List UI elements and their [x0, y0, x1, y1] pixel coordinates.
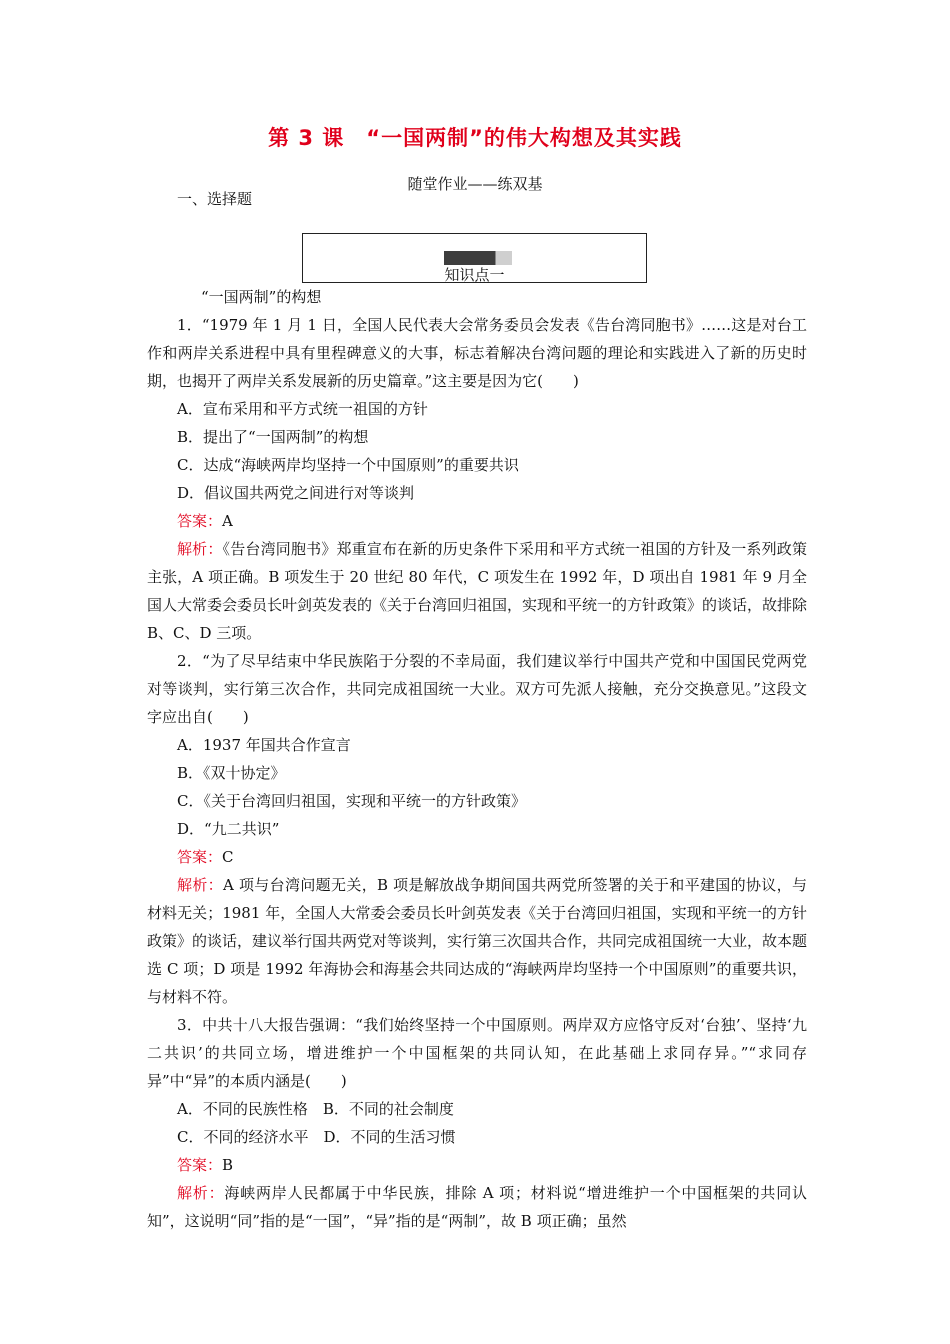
question-stem: 3．中共十八大报告强调：“我们始终坚持一个中国原则。两岸双方应恪守反对‘台独’、坚持‘九二共识’的共同立场，增进维护一个中国框架的共同认知，在此基础上求同存异。”“求同存异”中“异”的本质内涵是( ) — [147, 1016, 807, 1090]
option: A．1937 年国共合作宣言 — [177, 736, 351, 754]
answer-label: 答案： — [177, 1156, 223, 1174]
option: C．《关于台湾回归祖国，实现和平统一的方针政策》 — [177, 792, 526, 810]
question-content — [147, 283, 808, 1235]
option: A．宣布采用和平方式统一祖国的方针 — [177, 400, 428, 418]
answer-value: A — [222, 512, 233, 530]
option: C．不同的经济水平 D．不同的生活习惯 — [177, 1128, 456, 1146]
knowledge-point-bar-icon — [444, 251, 512, 265]
analysis-label: 解析： — [177, 1184, 225, 1202]
option: B．《双十协定》 — [177, 764, 286, 782]
answer-line — [177, 1151, 807, 1179]
analysis-paragraph — [147, 871, 807, 1011]
page-subtitle: 随堂作业——练双基 — [407, 175, 543, 193]
knowledge-point-label: 知识点一 — [444, 266, 505, 284]
answer-value: B — [222, 1156, 234, 1174]
analysis-label: 解析： — [177, 540, 223, 558]
section-heading: 一、选择题 — [177, 190, 253, 208]
topic-heading: “一国两制”的构想 — [201, 288, 322, 306]
answer-value: C — [222, 848, 234, 866]
analysis-label: 解析： — [177, 876, 224, 894]
option: C．达成“海峡两岸均坚持一个中国原则”的重要共识 — [177, 456, 519, 474]
analysis-text: A 项与台湾问题无关，B 项是解放战争期间国共两党所签署的关于和平建国的协议，与材料无关；1981 年，全国人大常委会委员长叶剑英发表《关于台湾回归祖国，实现和平统一的方针政策》的谈话，建议举行国共两党对等谈判，实行第三次国共合作，共同完成祖国统一大业，故本题选 C 项；D 项是 1992 年海协会和海基会共同达成的“海峡两岸均坚持一个中国原则”的重要共识，与材料不符。 — [147, 876, 808, 1006]
analysis-paragraph — [147, 535, 807, 647]
question-stem: 1．“1979 年 1 月 1 日，全国人民代表大会常务委员会发表《告台湾同胞书》……这是对台工作和两岸关系进程中具有里程碑意义的大事，标志着解决台湾问题的理论和实践进入了新的历史时期，也揭开了两岸关系发展新的历史篇章。”这主要是因为它( ) — [147, 316, 807, 390]
analysis-text: 海峡两岸人民都属于中华民族，排除 A 项；材料说“增进维护一个中国框架的共同认知”，这说明“同”指的是“一国”，“异”指的是“两制”，故 B 项正确；虽然 — [147, 1184, 807, 1230]
option: D．倡议国共两党之间进行对等谈判 — [177, 484, 415, 502]
option: D．“九二共识” — [177, 820, 280, 838]
option: A．不同的民族性格 B．不同的社会制度 — [177, 1100, 454, 1118]
analysis-text: 《告台湾同胞书》郑重宣布在新的历史条件下采用和平方式统一祖国的方针及一系列政策主张，A 项正确。B 项发生于 20 世纪 80 年代，C 项发生在 1992 年，D 项出自 1981 年 9 月全国人大常委会委员长叶剑英发表的《关于台湾回归祖国，实现和平统一的方针政策》的谈话，故排除 B、C、D 三项。 — [147, 540, 808, 642]
option: B．提出了“一国两制”的构想 — [177, 428, 369, 446]
answer-label: 答案： — [177, 848, 223, 866]
answer-label: 答案： — [177, 512, 223, 530]
answer-line — [177, 843, 807, 871]
answer-line — [177, 507, 807, 535]
knowledge-point-box — [302, 233, 647, 283]
analysis-paragraph — [147, 1179, 807, 1235]
page-title: 第 3 课 “一国两制”的伟大构想及其实践 — [268, 126, 682, 150]
question-stem: 2．“为了尽早结束中华民族陷于分裂的不幸局面，我们建议举行中国共产党和中国国民党两党对等谈判，实行第三次合作，共同完成祖国统一大业。双方可先派人接触，充分交换意见。”这段文字应出自( ) — [147, 652, 807, 726]
